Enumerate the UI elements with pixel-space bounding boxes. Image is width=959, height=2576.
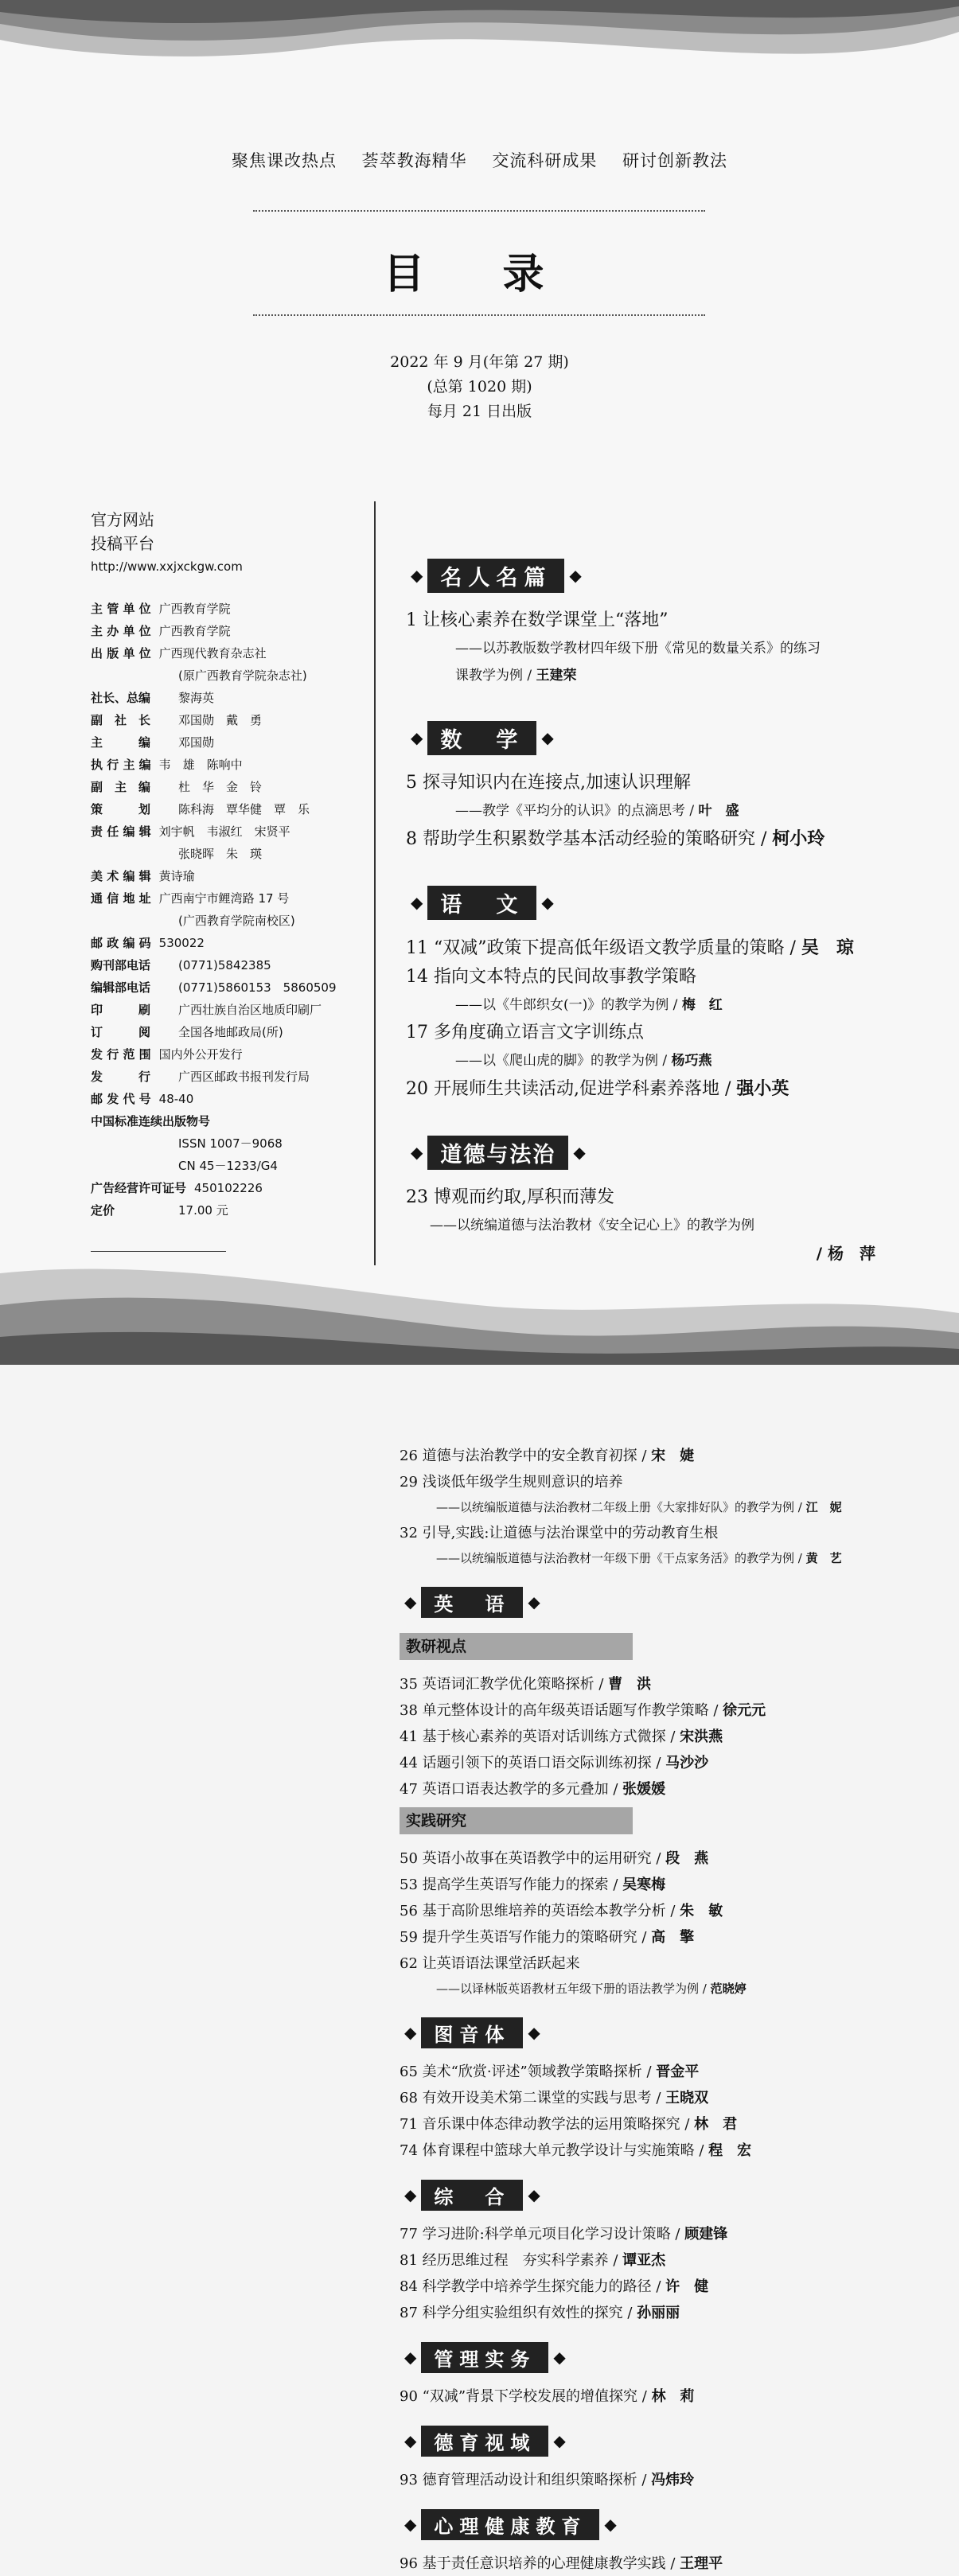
- publisher-row: [91, 687, 353, 709]
- publisher-key: 广告经营许可证号: [91, 1181, 187, 1195]
- diamond-icon: ◆: [404, 2348, 417, 2367]
- publisher-row: [91, 620, 353, 642]
- section-label: 图音体: [421, 2017, 523, 2048]
- publisher-value: (原广西教育学院杂志社): [178, 668, 307, 683]
- toc-entry-title: 26 道德与法治教学中的安全教育初探 /: [400, 1448, 647, 1464]
- publisher-row: [91, 754, 353, 776]
- toc-author: 王晓双: [665, 2090, 709, 2106]
- toc-author: 段 燕: [665, 1850, 709, 1867]
- bottom-wave-decoration: [0, 1257, 959, 1365]
- publisher-key: 责 任 编 辑: [91, 824, 151, 839]
- publisher-value: 广西南宁市鲤湾路 17 号: [158, 891, 290, 906]
- toc-entry[interactable]: [400, 2059, 909, 2085]
- publisher-value: 全国各地邮政局(所): [178, 1025, 283, 1039]
- toc-subtitle-text: 课教学为例 /: [455, 668, 532, 684]
- toc-section: [406, 559, 875, 689]
- publisher-row: [91, 976, 353, 999]
- top-wave-decoration: [0, 0, 959, 88]
- issue-schedule: 每月 21 日出版: [427, 403, 532, 420]
- publisher-key: 主 编: [91, 735, 151, 750]
- toc-subtitle: [406, 797, 875, 824]
- toc-entry-title: 65 美术“欣赏·评述”领域教学策略探析 /: [400, 2064, 652, 2080]
- publisher-row: [91, 910, 353, 932]
- toc-subtitle: ——以苏教版数学教材四年级下册《常见的数量关系》的练习: [455, 641, 821, 657]
- toc-entry[interactable]: [400, 2085, 909, 2111]
- toc-entry-title: 20 开展师生共读活动,促进学科素养落地 /: [406, 1079, 731, 1099]
- toc-subtitle: ——以统编道德与法治教材《安全记心上》的教学为例: [430, 1218, 754, 1233]
- publisher-row: [91, 1155, 353, 1177]
- toc-entry[interactable]: [400, 2551, 909, 2576]
- divider: [91, 1251, 226, 1252]
- toc-author: 顾建锋: [684, 2226, 728, 2243]
- contents-page-2: [0, 1365, 959, 2576]
- publisher-value: (广西教育学院南校区): [178, 914, 295, 928]
- toc-entry[interactable]: [400, 2138, 909, 2164]
- toc-entry-title: 11 “双减”政策下提高低年级语文教学质量的策略 /: [406, 938, 796, 958]
- toc-entry[interactable]: 14 指向文本特点的民间故事教学策略: [406, 967, 696, 987]
- issue-info: [0, 350, 959, 424]
- toc-entry-title: 53 提高学生英语写作能力的探索 /: [400, 1876, 618, 1893]
- diamond-icon: ◆: [573, 1143, 586, 1162]
- toc-entry[interactable]: [400, 1951, 909, 1977]
- publisher-row: [91, 1021, 353, 1043]
- toc-subtitle: [406, 662, 875, 689]
- divider: [253, 210, 705, 212]
- toc-author: 梅 红: [681, 997, 723, 1013]
- publisher-key: [91, 664, 178, 687]
- toc-entry[interactable]: [400, 2111, 909, 2138]
- publisher-value: 广西区邮政书报刊发行局: [178, 1070, 310, 1084]
- section-header: [400, 2180, 909, 2210]
- publisher-value: 530022: [158, 936, 205, 950]
- divider: [253, 314, 705, 316]
- diamond-icon: ◆: [404, 1592, 417, 1611]
- publisher-key: [91, 910, 178, 932]
- section-label: 管理实务: [421, 2342, 548, 2373]
- section-header: [406, 559, 875, 592]
- toc-author: / 杨 萍: [816, 1244, 875, 1263]
- toc-section: [406, 886, 875, 1104]
- publisher-value: 邓国勋 戴 勇: [178, 713, 263, 727]
- publisher-row: [91, 932, 353, 954]
- toc-subtitle-text: ——教学《平均分的认识》的点滴思考 /: [455, 803, 695, 819]
- subsection-label: 教研视点: [400, 1633, 633, 1660]
- publisher-row: [91, 1199, 353, 1222]
- toc-author: 朱 敏: [680, 1903, 723, 1919]
- publisher-value: 陈科海 覃华健 覃 乐: [178, 802, 310, 816]
- publisher-row: [91, 664, 353, 687]
- diamond-icon: ◆: [404, 2515, 417, 2534]
- publisher-key: [91, 1155, 178, 1177]
- diamond-icon: ◆: [528, 2023, 540, 2042]
- publisher-row: [91, 1177, 353, 1199]
- toc-entry-title: 59 提升学生英语写作能力的策略研究 /: [400, 1929, 647, 1946]
- toc-entry[interactable]: [400, 2383, 909, 2410]
- diamond-icon: ◆: [553, 2431, 566, 2450]
- toc-author: 高 擎: [651, 1929, 695, 1946]
- publisher-key: 策 划: [91, 802, 151, 816]
- toc-author: 宋洪燕: [680, 1728, 723, 1745]
- issue-total: (总第 1020 期): [427, 378, 532, 396]
- publisher-value: 杜 华 金 铃: [178, 780, 263, 794]
- toc-section: [406, 1136, 875, 1268]
- publisher-key: 执 行 主 编: [91, 758, 151, 772]
- tagline: [0, 148, 959, 172]
- section-label: 英 语: [421, 1587, 523, 1618]
- diamond-icon: ◆: [411, 1143, 423, 1162]
- toc-author: 冯炜玲: [651, 2472, 695, 2488]
- publisher-key: 社长、总编: [91, 691, 151, 705]
- publisher-row: [91, 731, 353, 754]
- toc-entry-title: 29 浅谈低年级学生规则意识的培养: [400, 1474, 623, 1491]
- section-header: [406, 886, 875, 919]
- publisher-row: [91, 798, 353, 820]
- toc-subtitle-text: ——以《爬山虎的脚》的教学为例 /: [455, 1053, 668, 1069]
- toc-entry[interactable]: 17 多角度确立语言文字训练点: [406, 1023, 644, 1042]
- toc-entry[interactable]: [400, 1469, 909, 1495]
- toc-entry-title: 96 基于责任意识培养的心理健康教学实践 /: [400, 2555, 676, 2572]
- publisher-value: CN 45－1233/G4: [178, 1159, 278, 1173]
- publisher-key: 印 刷: [91, 1003, 151, 1017]
- toc-entry[interactable]: [400, 1724, 909, 1750]
- toc-entry[interactable]: [400, 2221, 909, 2247]
- publisher-sidebar: [91, 508, 353, 1222]
- publisher-row: [91, 887, 353, 910]
- section-header: [400, 2426, 909, 2456]
- subsection-label: 实践研究: [400, 1807, 633, 1834]
- publisher-key: 邮 政 编 码: [91, 936, 151, 950]
- toc-entry-title: 81 经历思维过程 夯实科学素养 /: [400, 2252, 618, 2269]
- publisher-row: [91, 1088, 353, 1110]
- publisher-row: [91, 954, 353, 976]
- toc-entry[interactable]: 23 博观而约取,厚积而薄发: [406, 1187, 614, 1207]
- toc-entry[interactable]: [400, 1750, 909, 1776]
- publisher-row: [91, 999, 353, 1021]
- toc-author: 孙丽丽: [637, 2305, 680, 2321]
- toc-entry[interactable]: [400, 1924, 909, 1951]
- toc-entry-title: 56 基于高阶思维培养的英语绘本教学分析 /: [400, 1903, 676, 1919]
- toc-entry-title: 90 “双减”背景下学校发展的增值探究 /: [400, 2388, 647, 2405]
- diamond-icon: ◆: [404, 2185, 417, 2204]
- toc-author: 黄 艺: [805, 1551, 842, 1565]
- toc-entry[interactable]: [400, 1520, 909, 1546]
- toc-author: 宋 婕: [651, 1448, 695, 1464]
- publisher-value: 张晓晖 朱 瑛: [178, 847, 263, 861]
- toc-subtitle: [406, 1047, 875, 1074]
- toc-entry[interactable]: [400, 2300, 909, 2326]
- toc-entry-title: 77 学习进阶:科学单元项目化学习设计策略 /: [400, 2226, 680, 2243]
- publisher-key: 出 版 单 位: [91, 646, 151, 661]
- publisher-key: 主 办 单 位: [91, 624, 151, 638]
- publisher-value: 黎海英: [178, 691, 215, 705]
- toc-entry-title: 32 引导,实践:让道德与法治课堂中的劳动教育生根: [400, 1525, 719, 1541]
- publisher-key: 定价: [91, 1203, 115, 1218]
- toc-entry-title: 38 单元整体设计的高年级英语话题写作教学策略 /: [400, 1702, 719, 1719]
- toc-author: 许 健: [665, 2278, 709, 2295]
- submission-label: 投稿平台: [91, 534, 154, 553]
- section-header: [400, 2017, 909, 2048]
- publisher-row: [91, 642, 353, 664]
- page-title: 目 录: [383, 251, 576, 298]
- section-header: [400, 1587, 909, 1617]
- section-label: 语 文: [427, 886, 536, 920]
- publisher-row: [91, 598, 353, 620]
- toc-author: 杨巧燕: [671, 1053, 712, 1069]
- publisher-value: 韦 雄 陈响中: [158, 758, 243, 772]
- diamond-icon: ◆: [528, 2185, 540, 2204]
- toc-author: 强小英: [736, 1078, 789, 1099]
- toc-entry[interactable]: 5 探寻知识内在连接点,加速认识理解: [406, 773, 691, 793]
- toc-author: 柯小玲: [772, 828, 825, 849]
- diamond-icon: ◆: [404, 2023, 417, 2042]
- publisher-value: ISSN 1007－9068: [178, 1136, 283, 1151]
- toc-entry[interactable]: [400, 1845, 909, 1872]
- tagline-item: 荟萃教海精华: [361, 151, 467, 170]
- publisher-value: 48-40: [158, 1092, 194, 1106]
- publisher-row: [91, 1066, 353, 1088]
- diamond-icon: ◆: [411, 728, 423, 747]
- diamond-icon: ◆: [528, 1592, 540, 1611]
- section-label: 心理健康教育: [421, 2509, 599, 2540]
- toc-page-2: [400, 1443, 909, 2576]
- diamond-icon: ◆: [541, 728, 554, 747]
- toc-entry-title: 87 科学分组实验组织有效性的探究 /: [400, 2305, 633, 2321]
- diamond-icon: ◆: [541, 893, 554, 912]
- toc-entry[interactable]: [406, 933, 875, 963]
- toc-entry[interactable]: [400, 1671, 909, 1697]
- publisher-row: [91, 1110, 353, 1132]
- publisher-key: 副 社 长: [91, 713, 151, 727]
- publisher-info: [91, 598, 353, 1222]
- publisher-value: 450102226: [194, 1181, 263, 1195]
- publisher-key: 购刊部电话: [91, 958, 151, 972]
- toc-entry[interactable]: [400, 2247, 909, 2274]
- toc-entry-title: 71 音乐课中体态律动教学法的运用策略探究 /: [400, 2116, 690, 2133]
- toc-entry-title: 35 英语词汇教学优化策略探析 /: [400, 1676, 604, 1693]
- diamond-icon: ◆: [404, 2431, 417, 2450]
- publisher-key: 邮 发 代 号: [91, 1092, 151, 1106]
- toc-entry[interactable]: [406, 824, 875, 854]
- toc-author: 林 莉: [651, 2388, 695, 2405]
- section-label: 数 学: [427, 721, 536, 755]
- publisher-row: [91, 843, 353, 865]
- toc-entry-title: 68 有效开设美术第二课堂的实践与思考 /: [400, 2090, 661, 2106]
- toc-subtitle: [406, 992, 875, 1019]
- publisher-value: 广西现代教育杂志社: [158, 646, 267, 661]
- toc-entry-title: 8 帮助学生积累数学基本活动经验的策略研究 /: [406, 829, 767, 849]
- publisher-row: [91, 865, 353, 887]
- publisher-value: 邓国勋: [178, 735, 215, 750]
- toc-entry[interactable]: [400, 1443, 909, 1469]
- toc-author: 马沙沙: [665, 1755, 709, 1771]
- publisher-key: [91, 1132, 178, 1155]
- toc-author: 林 君: [694, 2116, 738, 2133]
- toc-author: 江 妮: [805, 1500, 842, 1514]
- publisher-key: 副 主 编: [91, 780, 151, 794]
- toc-entry-title: 50 英语小故事在英语教学中的运用研究 /: [400, 1850, 661, 1867]
- toc-entry[interactable]: [400, 2467, 909, 2493]
- toc-section: [406, 721, 875, 854]
- publisher-value: 广西壮族自治区地质印刷厂: [178, 1003, 322, 1017]
- toc-subtitle: [400, 1495, 909, 1520]
- issue-date: 2022 年 9 月(年第 27 期): [390, 353, 569, 371]
- diamond-icon: ◆: [411, 893, 423, 912]
- toc-entry[interactable]: [400, 1872, 909, 1898]
- tagline-item: 研讨创新教法: [622, 151, 728, 170]
- toc-author: 叶 盛: [698, 803, 739, 819]
- toc-entry[interactable]: [400, 1697, 909, 1724]
- toc-author: 曹 洪: [608, 1676, 652, 1693]
- toc-entry-title: ——以统编版道德与法治教材一年级下册《干点家务活》的教学为例 /: [436, 1551, 802, 1565]
- diamond-icon: ◆: [553, 2348, 566, 2367]
- section-header: [400, 2509, 909, 2539]
- toc-author: 谭亚杰: [622, 2252, 666, 2269]
- publisher-row: [91, 776, 353, 798]
- publisher-key: 主 管 单 位: [91, 602, 151, 616]
- publisher-value: [218, 1110, 353, 1132]
- publisher-value: 广西教育学院: [158, 602, 231, 616]
- section-header: [400, 2342, 909, 2372]
- toc-subtitle-text: ——以《牛郎织女(一)》的教学为例 /: [455, 997, 678, 1013]
- publisher-key: 中国标准连续出版物号: [91, 1114, 211, 1128]
- publisher-value: (0771)5842385: [178, 958, 271, 972]
- publisher-key: 编辑部电话: [91, 980, 151, 995]
- tagline-item: 交流科研成果: [492, 151, 598, 170]
- website-url[interactable]: http://www.xxjxckgw.com: [91, 559, 243, 574]
- publisher-value: 17.00 元: [178, 1203, 228, 1218]
- toc-entry-title: 41 基于核心素养的英语对话训练方式微探 /: [400, 1728, 676, 1745]
- toc-entry-title: ——以统编版道德与法治教材二年级上册《大家排好队》的教学为例 /: [436, 1500, 802, 1514]
- toc-entry-title: 93 德育管理活动设计和组织策略探析 /: [400, 2472, 647, 2488]
- publisher-key: 通 信 地 址: [91, 891, 151, 906]
- toc-entry[interactable]: [400, 1776, 909, 1802]
- publisher-key: 订 阅: [91, 1025, 151, 1039]
- vertical-divider: [374, 501, 376, 1265]
- toc-author: 张媛媛: [622, 1781, 666, 1798]
- publisher-row: [91, 709, 353, 731]
- publisher-value: 黄诗瑜: [158, 869, 195, 883]
- publisher-key: 美 术 编 辑: [91, 869, 151, 883]
- diamond-icon: ◆: [604, 2515, 617, 2534]
- section-header: [406, 721, 875, 754]
- toc-author: 徐元元: [723, 1702, 766, 1719]
- toc-entry[interactable]: [400, 1898, 909, 1924]
- section-label: 综 合: [421, 2180, 523, 2211]
- toc-author: 程 宏: [708, 2142, 752, 2159]
- toc-entry[interactable]: [400, 2274, 909, 2300]
- diamond-icon: ◆: [569, 566, 582, 585]
- toc-author: 晋金平: [656, 2064, 700, 2080]
- toc-entry-title: 47 英语口语表达教学的多元叠加 /: [400, 1781, 618, 1798]
- publisher-row: [91, 1132, 353, 1155]
- section-header: [406, 1136, 875, 1169]
- publisher-key: 发 行: [91, 1070, 151, 1084]
- toc-author: 吴寒梅: [622, 1876, 666, 1893]
- publisher-row: [91, 820, 353, 843]
- toc-entry-title: 62 让英语语法课堂活跃起来: [400, 1955, 580, 1972]
- tagline-item: 聚焦课改热点: [231, 151, 337, 170]
- toc-entry[interactable]: 1 让核心素养在数学课堂上“落地”: [406, 610, 669, 630]
- toc-author: 王建荣: [536, 668, 577, 684]
- publisher-value: 国内外公开发行: [158, 1047, 243, 1062]
- toc-entry[interactable]: [406, 1074, 875, 1104]
- section-label: 名人名篇: [427, 559, 564, 593]
- toc-subtitle: [400, 1977, 909, 2001]
- toc-entry-title: ——以译林版英语教材五年级下册的语法教学为例 /: [436, 1982, 707, 1996]
- toc-author: 范晓婷: [710, 1982, 747, 1996]
- publisher-key: [91, 843, 178, 865]
- publisher-key: 发 行 范 围: [91, 1047, 151, 1062]
- toc-author: 吴 琼: [801, 937, 854, 958]
- toc-entry-title: 74 体育课程中篮球大单元教学设计与实施策略 /: [400, 2142, 704, 2159]
- toc-entry-title: 84 科学教学中培养学生探究能力的路径 /: [400, 2278, 661, 2295]
- official-site-label: 官方网站: [91, 510, 154, 529]
- publisher-row: [91, 1043, 353, 1066]
- toc-subtitle: [400, 1546, 909, 1571]
- section-label: 道德与法治: [427, 1136, 568, 1170]
- publisher-value: 广西教育学院: [158, 624, 231, 638]
- toc-author: 王理平: [680, 2555, 723, 2572]
- section-label: 德育视域: [421, 2426, 548, 2457]
- toc-entry-title: 44 话题引领下的英语口语交际训练初探 /: [400, 1755, 661, 1771]
- diamond-icon: ◆: [411, 566, 423, 585]
- toc-page-1: [406, 559, 875, 1300]
- publisher-value: (0771)5860153 5860509: [178, 980, 337, 995]
- publisher-value: 刘宇帆 韦淑红 宋贤平: [158, 824, 290, 839]
